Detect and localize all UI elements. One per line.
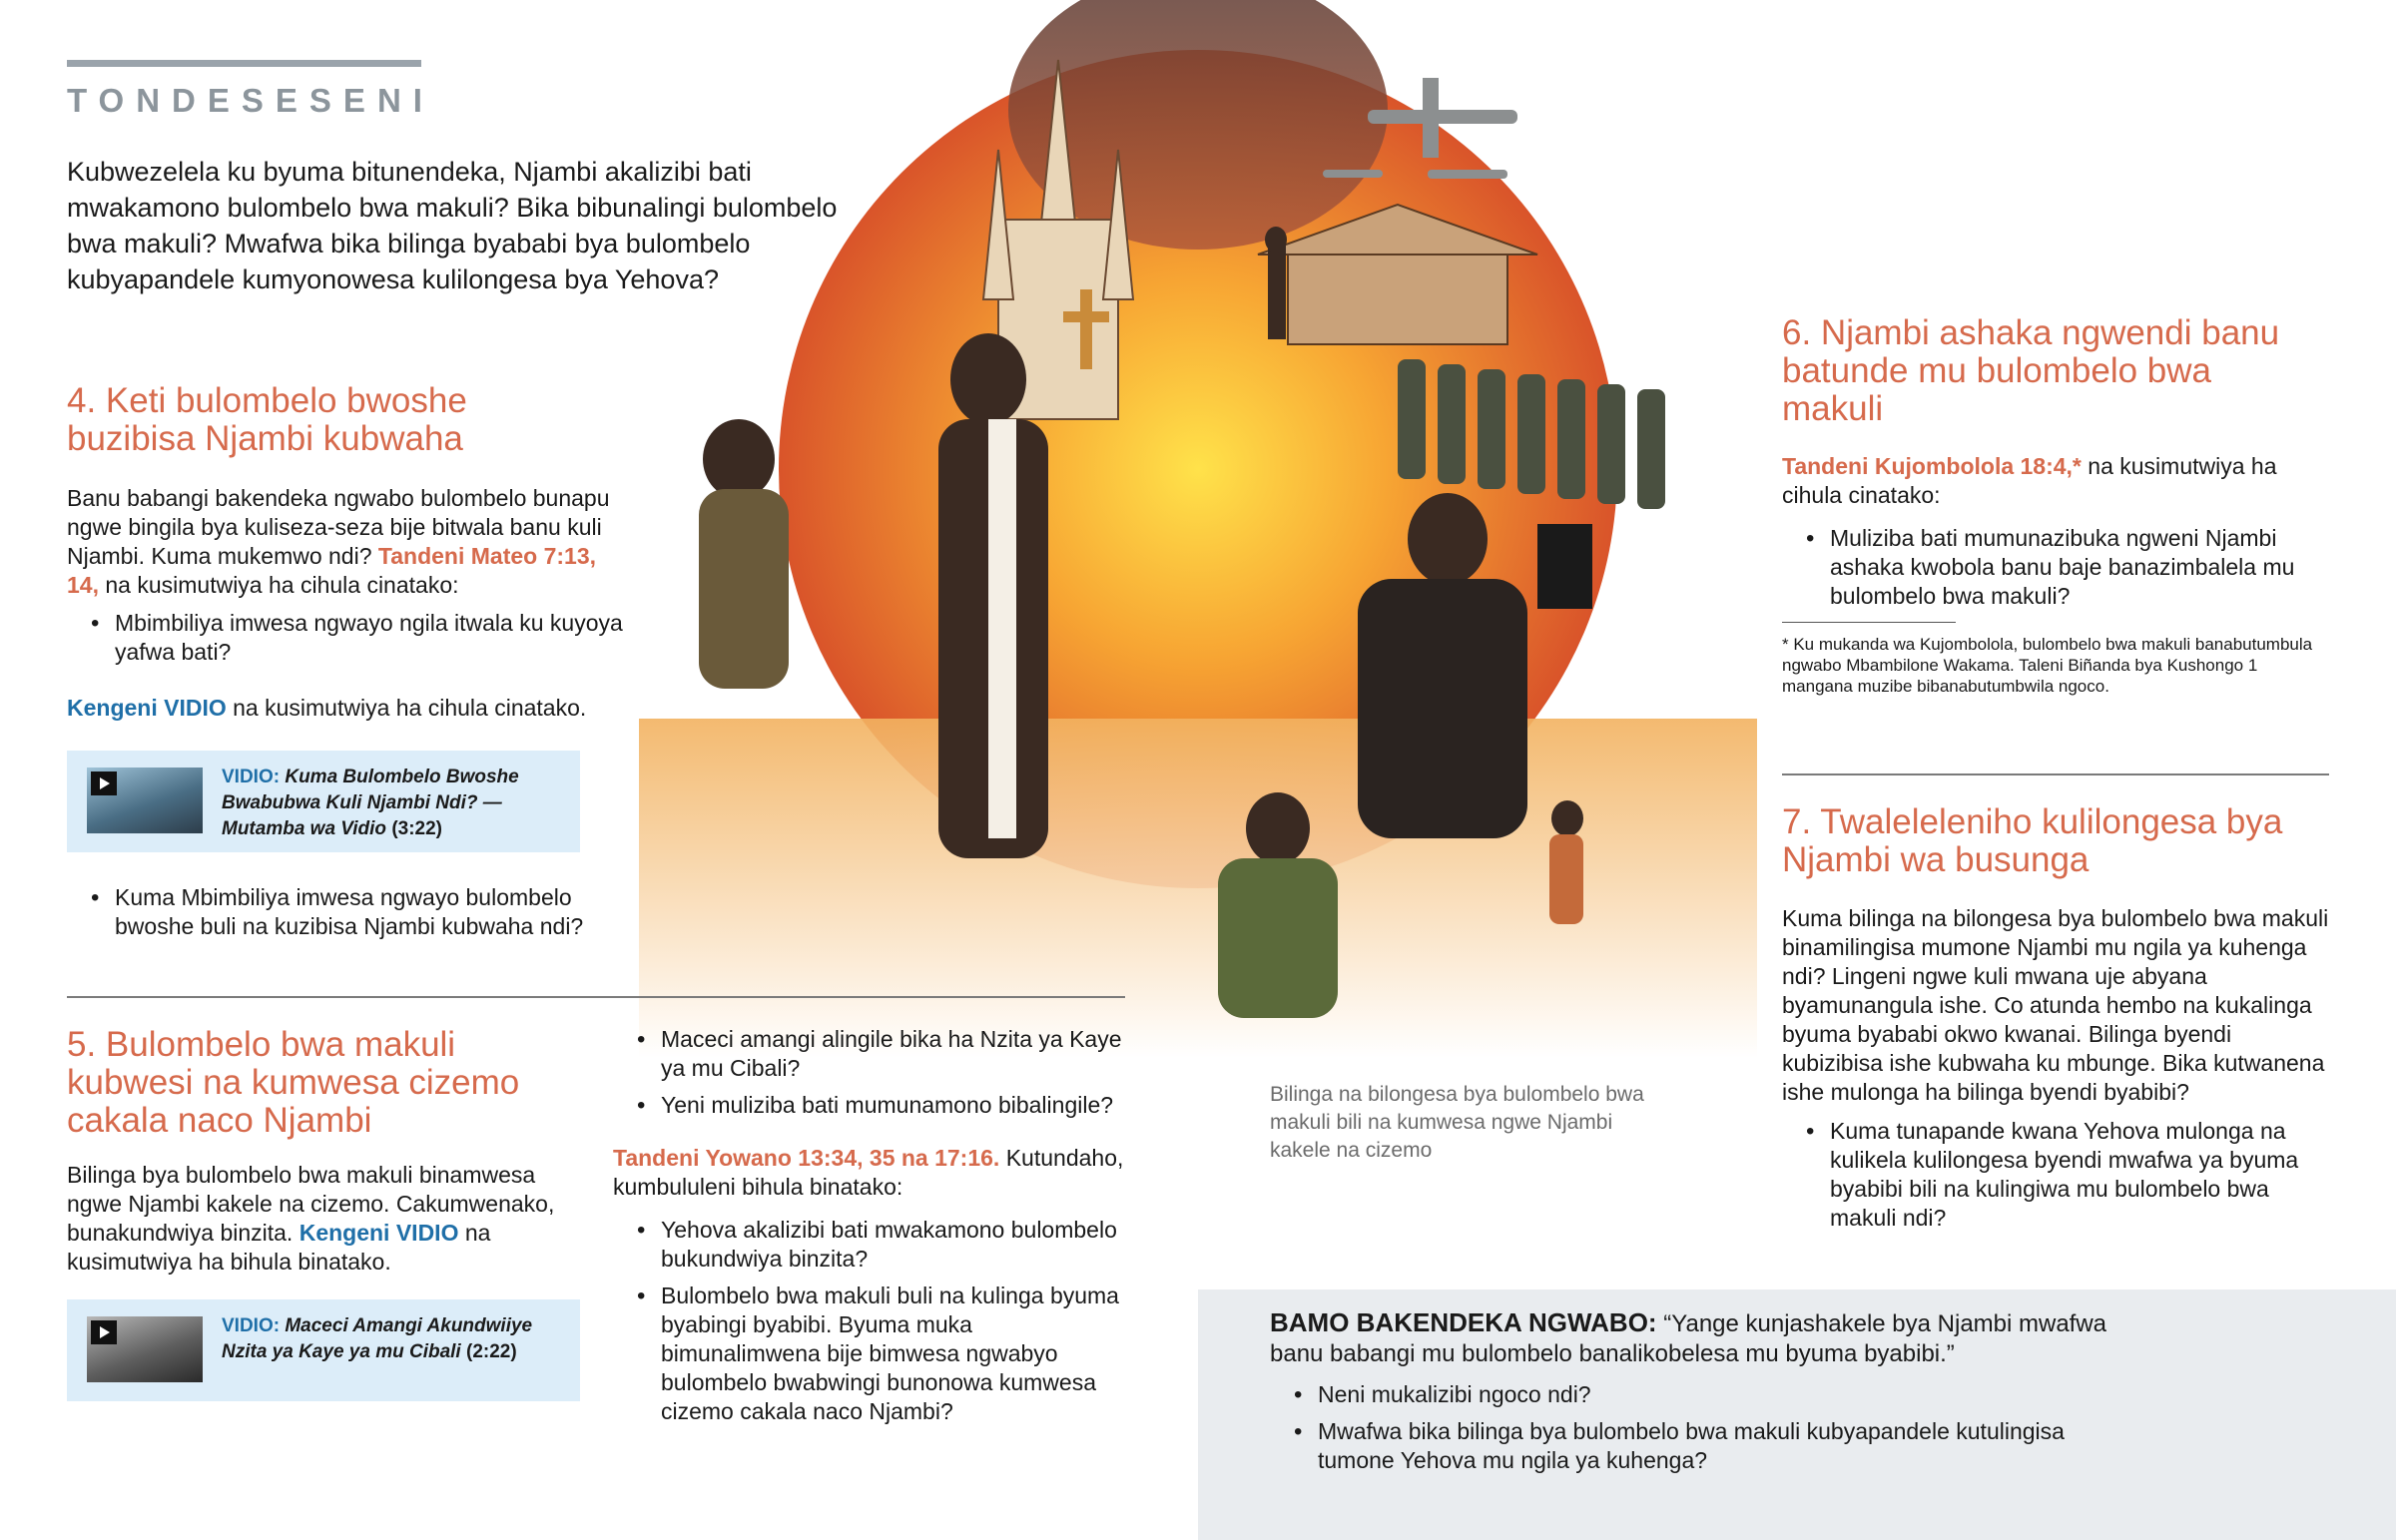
- video-thumbnail-2[interactable]: [87, 1316, 203, 1382]
- section-5-scripture-link[interactable]: Tandeni Yowano 13:34, 35 na 17:16.: [613, 1145, 1000, 1171]
- section-4-watch-text: na kusimutwiya ha cihula cinatako.: [233, 695, 587, 721]
- page-kicker: TONDESESENI: [67, 82, 434, 119]
- ground-fade: [639, 719, 1757, 1058]
- objection-quote: [1270, 1307, 2148, 1369]
- play-icon[interactable]: [91, 771, 117, 795]
- header-rule: [67, 60, 421, 67]
- video-label: VIDIO:: [222, 767, 281, 787]
- section-5-scripture-text: Kutundaho, kumbululeni bihula binatako:: [613, 1145, 1124, 1200]
- video-title: Maceci Amangi Akundwiiye Nzita ya Kaye ya mu Cibali: [222, 1315, 533, 1362]
- section-divider-2: [1782, 773, 2329, 775]
- section-4-paragraph: [67, 484, 626, 600]
- intro-text: Kubwezelela ku byuma bitunendeka, Njambi akalizibi bati mwakamono bulombelo bwa makuli? Bika bibunalingi bulombelo bwa makuli? Mwafwa bika bilinga byababi bya bulombelo kubyapandele kumyonowesa kulilongesa bya Yehova?: [67, 157, 838, 294]
- section-5-question-1: • Maceci amangi alingile bika ha Nzita ya Kaye ya mu Cibali?: [613, 1025, 1132, 1083]
- section-6-scripture-link[interactable]: Tandeni Kujombolola 18:4,*: [1782, 453, 2082, 479]
- footnote-rule: [1782, 622, 1956, 623]
- play-icon[interactable]: [91, 1320, 117, 1344]
- section-5-title: 5. Bulombelo bwa makuli kubwesi na kumwesa cizemo cakala naco Njambi: [67, 1025, 520, 1140]
- section-5-question-3: • Yehova akalizibi bati mwakamono bulombelo bukundwiya binzita?: [613, 1216, 1132, 1274]
- section-5-video-box[interactable]: [67, 1299, 580, 1401]
- video-title: Kuma Bulombelo Bwoshe Bwabubwa Kuli Njambi Ndi? —Mutamba wa Vidio: [222, 767, 519, 839]
- section-4-questions-a: [67, 609, 646, 675]
- section-divider-1: [67, 996, 1125, 998]
- section-4-questions-b: [67, 883, 646, 949]
- war-religion-illustration: [639, 0, 1757, 1058]
- section-5-video-text: [222, 1313, 551, 1365]
- section-6-questions: [1782, 524, 2331, 619]
- section-5-video-link[interactable]: Kengeni VIDIO: [299, 1220, 459, 1246]
- section-4-text: Banu babangi bakendeka ngwabo bulombelo bunapu ngwe bingila bya kuliseza-seza bije bitwala banu kuli Njambi. Kuma mukemwo ndi?: [67, 485, 610, 569]
- section-4-video-box[interactable]: [67, 751, 580, 852]
- objection-questions: [1270, 1380, 2069, 1483]
- video-duration: (2:22): [466, 1341, 517, 1362]
- objection-lead: BAMO BAKENDEKA NGWABO:: [1270, 1307, 1657, 1337]
- section-4-text-end: na kusimutwiya ha cihula cinatako:: [105, 572, 459, 598]
- section-5-scripture: [613, 1144, 1132, 1202]
- section-4-question-2: • Kuma Mbimbiliya imwesa ngwayo bulombelo bwoshe buli na kuzibisa Njambi kubwaha ndi?: [67, 883, 646, 941]
- video-thumbnail[interactable]: [87, 768, 203, 833]
- section-7-title: 7. Twaleleleniho kulilongesa bya Njambi wa busunga: [1782, 802, 2283, 879]
- section-5-text: Bilinga bya bulombelo bwa makuli binamwesa ngwe Njambi kakele na cizemo. Cakumwenako, bunakundwiya binzita.: [67, 1162, 555, 1246]
- section-5-watch-text: na kusimutwiya ha bihula binatako.: [67, 1220, 491, 1275]
- video-duration: (3:22): [391, 818, 443, 839]
- section-4-watch: [67, 694, 646, 723]
- section-6-question-1: • Muliziba bati mumunazibuka ngweni Njambi ashaka kwobola banu baje banazimbalela mu bulombelo bwa makuli?: [1782, 524, 2331, 611]
- section-7-question-1: • Kuma tunapande kwana Yehova mulonga na kulikela kulilongesa byendi mwafwa ya byuma byabibi bili na kulingiwa mu bulombelo bwa makuli ndi?: [1782, 1117, 2331, 1233]
- section-6-scripture-text: na kusimutwiya ha cihula cinatako:: [1782, 453, 2277, 508]
- section-5-question-2: • Yeni muliziba bati mumunamono bibalingile?: [613, 1091, 1132, 1120]
- section-4-title: 4. Keti bulombelo bwoshe buzibisa Njambi kubwaha: [67, 381, 467, 458]
- section-5-questions-a: [613, 1025, 1132, 1128]
- section-5-paragraph: [67, 1161, 586, 1277]
- section-7-questions: [1782, 1117, 2331, 1241]
- section-6-scripture: [1782, 452, 2331, 510]
- illustration-caption: Bilinga na bilongesa bya bulombelo bwa makuli bili na kumwesa ngwe Njambi kakele na cizemo: [1270, 1083, 1644, 1162]
- objection-quote-text: “Yange kunjashakele bya Njambi mwafwa banu babangi mu bulombelo banalikobelesa mu byuma byabibi.”: [1270, 1310, 2107, 1367]
- section-4-video-link[interactable]: Kengeni VIDIO: [67, 695, 227, 721]
- section-5-questions-b: [613, 1216, 1132, 1434]
- objection-question-2: • Mwafwa bika bilinga bya bulombelo bwa makuli kubyapandele kutulingisa tumone Yehova mu ngila ya kuhenga?: [1270, 1417, 2069, 1475]
- section-5-question-4: • Bulombelo bwa makuli buli na kulinga byuma byabingi byabibi. Byuma muka bimunalimwena bije bimwesa ngwabyo bulombelo bwabwingi bunonowa kumwesa cizemo cakala naco Njambi?: [613, 1282, 1132, 1426]
- objection-question-1: • Neni mukalizibi ngoco ndi?: [1270, 1380, 2069, 1409]
- section-6-footnote: * Ku mukanda wa Kujombolola, bulombelo bwa makuli banabutumbula ngwabo Mbambilone Wakama. Taleni Biñanda bya Kushongo 1 mangana muzibe bibanabutumbwila ngoco.: [1782, 635, 2313, 696]
- section-7-paragraph: Kuma bilinga na bilongesa bya bulombelo bwa makuli binamilingisa mumone Njambi mu ngila ya kuhenga ndi? Lingeni ngwe kuli mwana uje abyana byamunangula ishe. Co atunda hembo na kukalinga byuma byababi okwo kwanai. Bilinga byendi kubizibisa ishe kubwaha ku mbunge. Bika kutwanena ishe mulonga ha bilinga byendi byabibi?: [1782, 905, 2329, 1105]
- section-4-scripture-link[interactable]: Tandeni Mateo 7:13, 14,: [67, 543, 597, 598]
- section-4-video-text: [222, 765, 551, 842]
- section-4-question-1: • Mbimbiliya imwesa ngwayo ngila itwala ku kuyoya yafwa bati?: [67, 609, 646, 667]
- video-label: VIDIO:: [222, 1315, 281, 1336]
- section-6-title: 6. Njambi ashaka ngwendi banu batunde mu bulombelo bwa makuli: [1782, 313, 2280, 428]
